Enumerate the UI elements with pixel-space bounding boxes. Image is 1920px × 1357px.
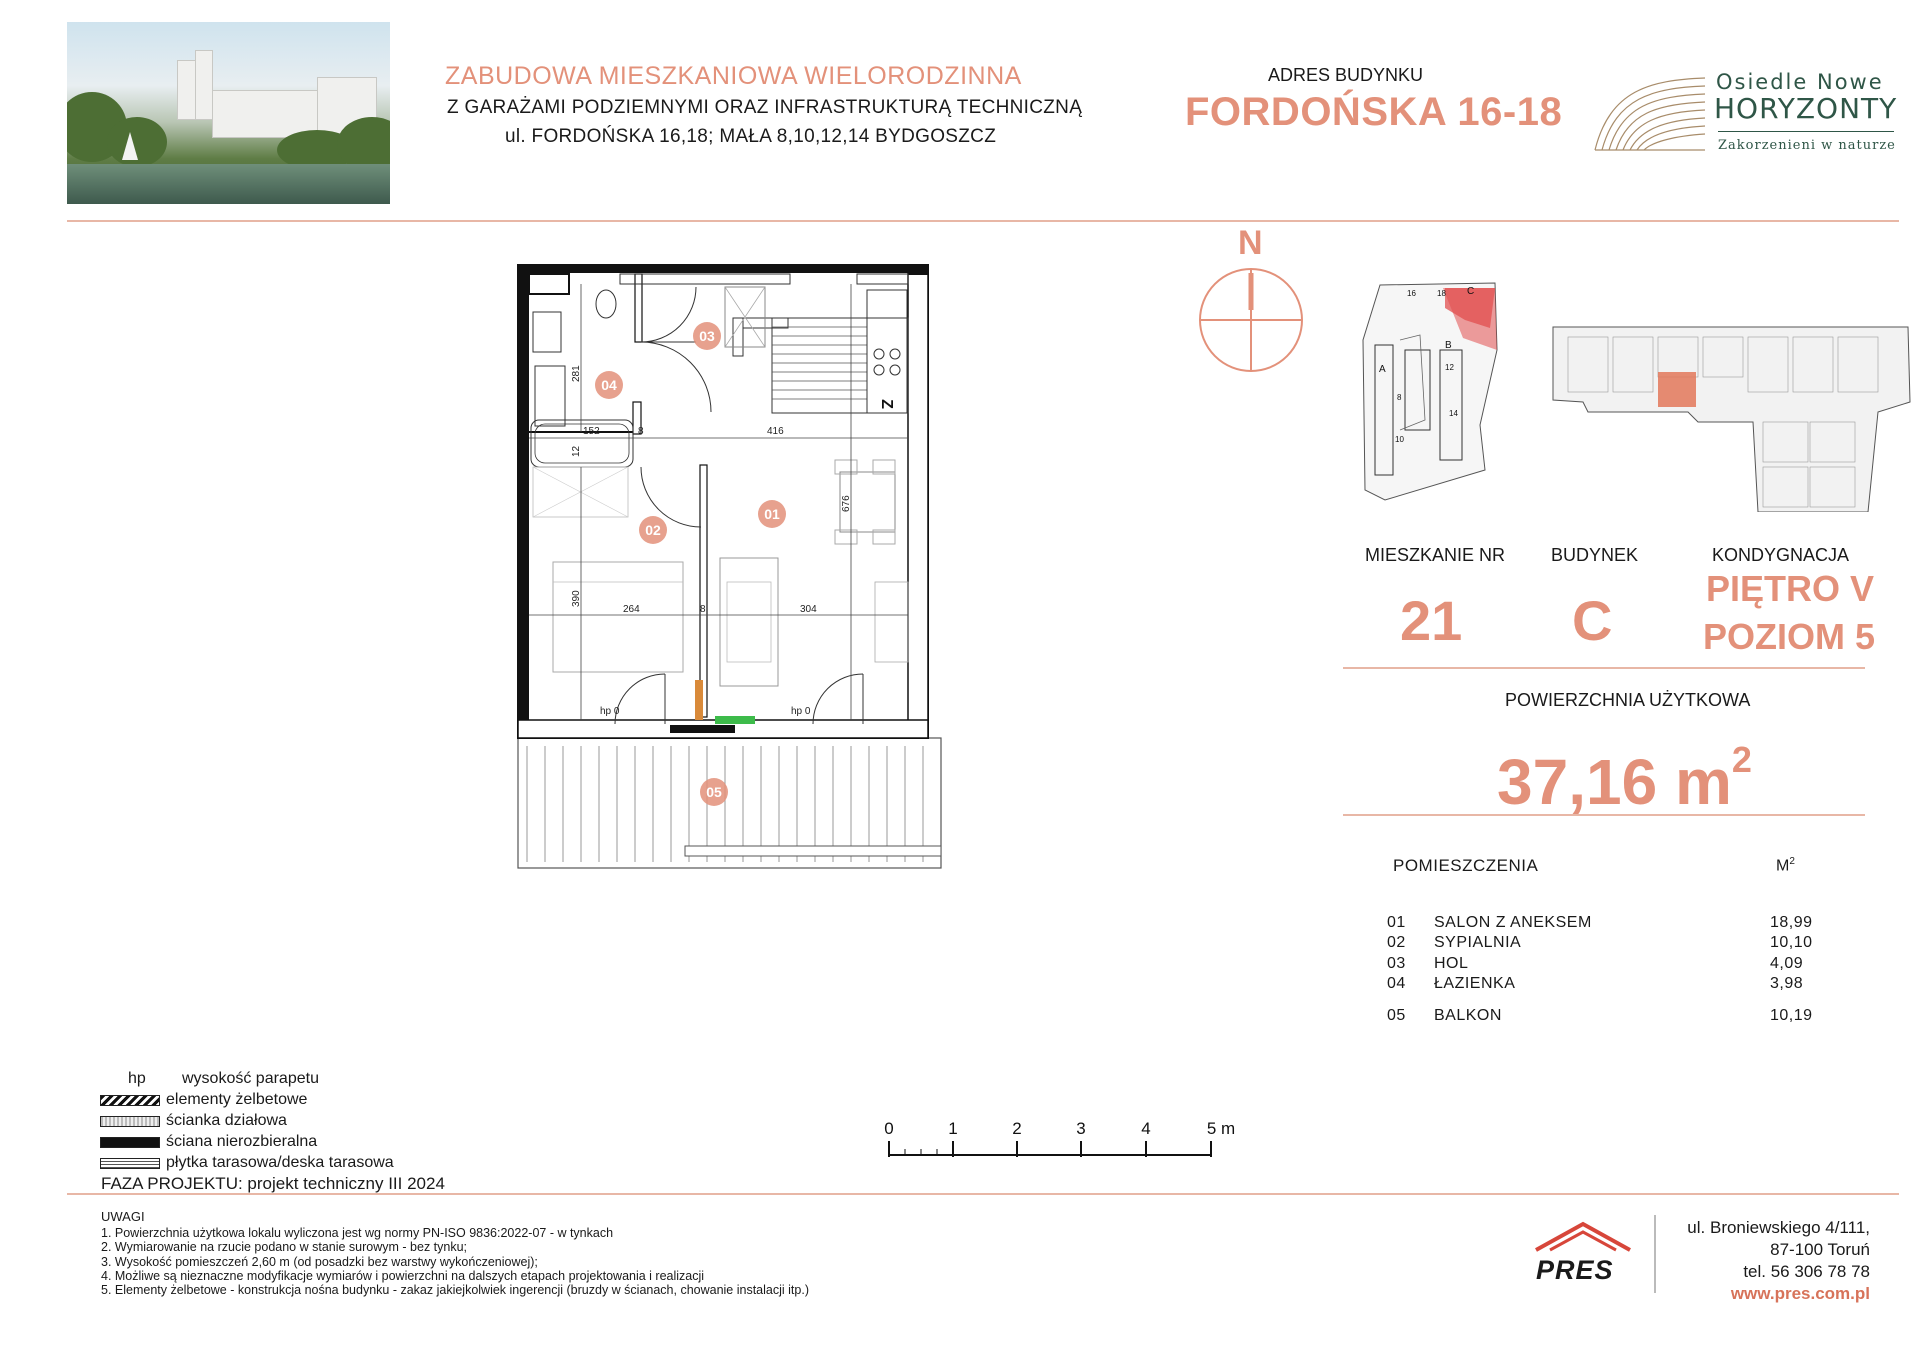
room-name: ŁAZIENKA — [1434, 975, 1516, 992]
note-item: 3. Wysokość pomieszczeń 2,60 m (od posadzki bez warstwy wykończeniowej); — [101, 1254, 538, 1269]
note-item: 2. Wymiarowanie na rzucie podano w stanie surowym - bez tynku; — [101, 1240, 468, 1255]
compass-icon — [1196, 265, 1306, 375]
usable-area — [1497, 738, 1752, 819]
site-label-18: 18 — [1437, 289, 1446, 298]
site-label-c: C — [1467, 286, 1475, 297]
legend-hp-key: hp — [128, 1070, 146, 1087]
company-street: ul. Broniewskiego 4/111, — [1687, 1218, 1870, 1237]
site-label-8: 8 — [1397, 393, 1402, 402]
logo-tagline: Zakorzenieni w naturze — [1718, 138, 1896, 153]
legend-swatch-concrete — [100, 1095, 160, 1106]
room-marker-04: 04 — [601, 377, 617, 393]
table-row — [1387, 975, 1827, 995]
scale-bar — [880, 1117, 1240, 1167]
dim-8a: 8 — [638, 426, 644, 437]
dim-390: 390 — [571, 590, 582, 607]
pres-logo: PRES — [1536, 1255, 1614, 1285]
legend-swatch-structural — [100, 1137, 160, 1148]
level-name: POZIOM 5 — [1703, 616, 1876, 657]
site-plan-map — [1345, 280, 1500, 505]
scale-tick-1: 1 — [948, 1119, 958, 1138]
floor-name: PIĘTRO V — [1706, 568, 1875, 609]
scale-tick-3: 3 — [1076, 1119, 1086, 1138]
dim-8b: 8 — [700, 604, 706, 615]
fridge-label: Z — [878, 399, 895, 409]
address-label: ADRES BUDYNKU — [1268, 65, 1424, 85]
apartment-number-label: MIESZKANIE NR — [1365, 545, 1506, 565]
note-item: 1. Powierzchnia użytkowa lokalu wyliczona jest wg normy PN-ISO 9836:2022-07 - w tynkach — [101, 1226, 614, 1241]
room-area: 3,98 — [1770, 975, 1804, 992]
note-item: 4. Możliwe są nieznaczne modyfikacje wymiarów i powierzchni na dalszych etapach projektowania i realizacji — [101, 1268, 705, 1283]
scale-tick-4: 4 — [1141, 1119, 1151, 1138]
legend-swatch-partition — [100, 1116, 160, 1127]
compass-n-label: N — [1238, 224, 1263, 262]
room-marker-01: 01 — [764, 506, 780, 522]
company-phone: tel. 56 306 78 78 — [1743, 1262, 1870, 1281]
room-number: 05 — [1387, 1007, 1406, 1024]
pres-roof-icon — [1528, 1220, 1638, 1252]
dim-12: 12 — [571, 445, 582, 457]
room-number: 02 — [1387, 934, 1406, 951]
logo-line1: Osiedle Nowe — [1716, 70, 1884, 94]
legend-concrete: elementy żelbetowe — [166, 1091, 308, 1108]
notes-title: UWAGI — [101, 1209, 145, 1224]
header-divider — [67, 220, 1899, 222]
site-label-14: 14 — [1449, 409, 1458, 418]
dim-281: 281 — [571, 365, 582, 382]
building-label: BUDYNEK — [1551, 545, 1639, 565]
apartment-number: 21 — [1400, 589, 1463, 652]
site-label-b: B — [1445, 340, 1452, 351]
building-letter: C — [1572, 589, 1613, 652]
floor-key-plan — [1548, 322, 1918, 512]
note-item: 5. Elementy żelbetowe - konstrukcja nośna budynku - zakaz jakiejkolwiek ingerencji (bruzdy w ścianach, chowanie instalacji itp.) — [101, 1283, 809, 1298]
logo-divider — [1718, 131, 1894, 132]
room-name: HOL — [1434, 955, 1469, 972]
room-area: 4,09 — [1770, 955, 1804, 972]
site-label-12: 12 — [1445, 363, 1454, 372]
area-label: POWIERZCHNIA UŻYTKOWA — [1505, 690, 1751, 710]
room-area: 10,10 — [1770, 934, 1813, 951]
project-subtitle: Z GARAŻAMI PODZIEMNYMI ORAZ INFRASTRUKTURĄ TECHNICZNĄ — [447, 97, 1083, 118]
room-marker-03: 03 — [699, 328, 715, 344]
area-unit-text: M — [1776, 857, 1790, 875]
table-row — [1387, 914, 1827, 934]
room-area: 10,19 — [1770, 1007, 1813, 1024]
project-phase: FAZA PROJEKTU: projekt techniczny III 2024 — [101, 1174, 445, 1193]
dim-152: 152 — [583, 426, 600, 437]
area-unit-header — [1776, 856, 1795, 875]
table-row — [1387, 934, 1827, 954]
room-marker-05: 05 — [706, 784, 722, 800]
room-number: 04 — [1387, 975, 1406, 992]
scale-tick-0: 0 — [884, 1119, 894, 1138]
room-area: 18,99 — [1770, 914, 1813, 931]
dim-676: 676 — [841, 495, 852, 512]
room-number: 01 — [1387, 914, 1406, 931]
site-label-a: A — [1379, 364, 1386, 375]
scale-tick-5: 5 m — [1206, 1119, 1236, 1138]
horyzonty-logo-icon — [1590, 70, 1710, 154]
usable-area-sup: 2 — [1731, 738, 1752, 780]
floor-plan — [515, 262, 945, 877]
dim-264: 264 — [623, 604, 640, 615]
usable-area-value: 37,16 m — [1497, 746, 1732, 818]
dim-304: 304 — [800, 604, 817, 615]
scale-tick-2: 2 — [1012, 1119, 1022, 1138]
area-unit-sup: 2 — [1789, 856, 1795, 867]
building-address: FORDOŃSKA 16-18 — [1185, 90, 1563, 134]
legend-partition: ścianka działowa — [166, 1112, 287, 1129]
info-divider-1 — [1343, 667, 1865, 669]
room-name: SYPIALNIA — [1434, 934, 1522, 951]
legend-swatch-terrace — [100, 1158, 160, 1169]
company-website-link[interactable]: www.pres.com.pl — [1730, 1284, 1870, 1303]
site-label-16: 16 — [1407, 289, 1416, 298]
notes-section — [101, 1210, 809, 1297]
logo-line2: HORYZONTY — [1714, 92, 1898, 125]
site-label-10: 10 — [1395, 435, 1404, 444]
legend-terrace: płytka tarasowa/deska tarasowa — [166, 1154, 394, 1171]
legend-hp-desc: wysokość parapetu — [182, 1070, 319, 1087]
hero-image — [67, 22, 390, 204]
company-city: 87-100 Toruń — [1770, 1240, 1870, 1259]
table-row — [1387, 1007, 1827, 1027]
room-number: 03 — [1387, 955, 1406, 972]
room-name: BALKON — [1434, 1007, 1502, 1024]
hp-right: hp 0 — [791, 706, 811, 717]
hp-left: hp 0 — [600, 706, 620, 717]
room-marker-02: 02 — [645, 522, 661, 538]
rooms-table-header: POMIESZCZENIA — [1393, 856, 1539, 875]
dim-416: 416 — [767, 426, 784, 437]
room-name: SALON Z ANEKSEM — [1434, 914, 1592, 931]
level-label: KONDYGNACJA — [1712, 545, 1850, 565]
project-title: ZABUDOWA MIESZKANIOWA WIELORODZINNA — [445, 62, 1022, 90]
project-address: ul. FORDOŃSKA 16,18; MAŁA 8,10,12,14 BYDGOSZCZ — [505, 126, 997, 147]
table-row — [1387, 955, 1827, 975]
legend-structural: ściana nierozbieralna — [166, 1133, 318, 1150]
